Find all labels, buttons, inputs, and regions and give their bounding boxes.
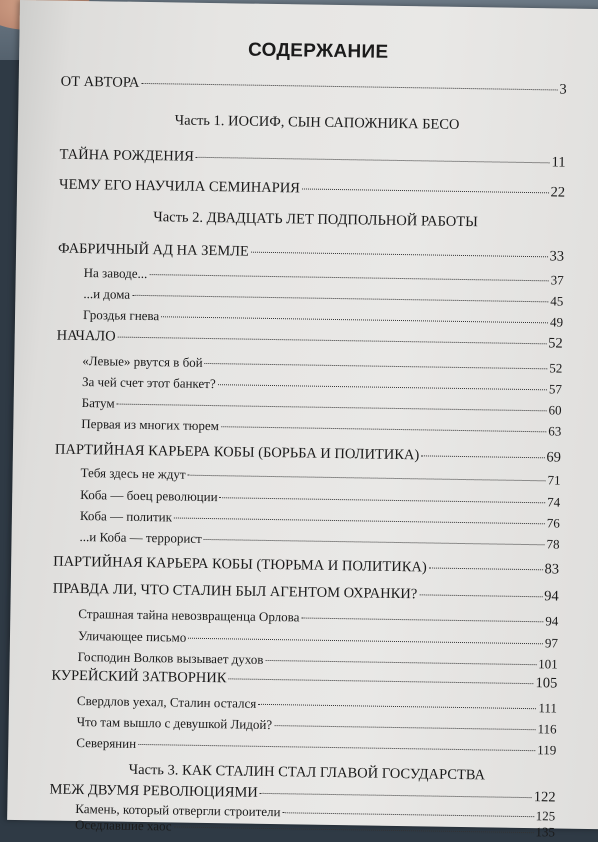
toc-entry bbox=[77, 693, 557, 717]
toc-entry bbox=[84, 265, 564, 289]
toc-entry-label: ПРАВДА ЛИ, ЧТО СТАЛИН БЫЛ АГЕНТОМ ОХРАНКИ? bbox=[52, 580, 418, 603]
toc-entry-page: 94 bbox=[544, 588, 559, 605]
toc-entry bbox=[61, 74, 567, 99]
page-title: СОДЕРЖАНИЕ bbox=[247, 39, 389, 63]
toc-entry-label: ПАРТИЙНАЯ КАРЬЕРА КОБЫ (ТЮРЬМА И ПОЛИТИКА) bbox=[53, 553, 427, 576]
toc-entry-label: Свердлов уехал, Сталин остался bbox=[76, 692, 257, 711]
toc-entry-label: НАЧАЛО bbox=[56, 327, 116, 345]
toc-entry-page: 11 bbox=[551, 154, 566, 171]
toc-entry-label: Страшная тайна невозвращенца Орлова bbox=[78, 605, 300, 625]
toc-entry-page: 105 bbox=[535, 675, 558, 692]
toc-entry-label: Первая из многих тюрем bbox=[81, 416, 220, 434]
toc-entry-page: 45 bbox=[550, 293, 564, 309]
toc-entry-page: 78 bbox=[546, 536, 560, 552]
toc-entry-label: ...и Коба — террорист bbox=[79, 529, 202, 546]
toc-entry-label: Уличающее письмо bbox=[77, 627, 187, 645]
toc-entry bbox=[79, 529, 559, 553]
toc-entry-label: Господин Волков вызывает духов bbox=[77, 648, 264, 667]
toc-entry-page: 94 bbox=[545, 613, 559, 629]
toc-entry-page: 63 bbox=[548, 423, 562, 439]
toc-entry bbox=[82, 395, 562, 419]
toc-entry-label: Коба — политик bbox=[79, 508, 173, 525]
toc-entry bbox=[78, 628, 558, 652]
toc-entry-page: 52 bbox=[549, 360, 563, 376]
toc-entry-label: На заводе... bbox=[83, 265, 148, 282]
toc-entry bbox=[83, 307, 563, 331]
toc-entry-page: 71 bbox=[547, 472, 561, 488]
toc-entry-label: ТАЙНА РОЖДЕНИЯ bbox=[59, 146, 195, 165]
toc-entry bbox=[59, 147, 565, 172]
toc-entry-label: ПАРТИЙНАЯ КАРЬЕРА КОБЫ (БОРЬБА И ПОЛИТИКА) bbox=[54, 441, 420, 464]
toc-entry bbox=[80, 465, 560, 489]
toc-entry-label: МЕЖ ДВУМЯ РЕВОЛЮЦИЯМИ bbox=[49, 781, 258, 801]
toc-entry bbox=[57, 328, 563, 353]
toc-entry-label: Оседлавшие хаос bbox=[74, 816, 172, 834]
toc-entry bbox=[82, 353, 562, 377]
toc-entry-label: Камень, который отвергли строители bbox=[75, 800, 281, 820]
toc-entry-page: 22 bbox=[550, 184, 566, 201]
toc-entry-label: КУРЕЙСКИЙ ЗАТВОРНИК bbox=[51, 667, 227, 687]
toc-entry-page: 119 bbox=[537, 742, 557, 758]
toc-entry bbox=[78, 606, 558, 630]
toc-entry bbox=[82, 374, 562, 398]
toc-entry-page: 52 bbox=[548, 335, 563, 352]
toc-entry bbox=[83, 286, 563, 310]
toc-entry bbox=[80, 487, 560, 511]
toc-entry-label: Батум bbox=[81, 395, 115, 411]
toc-entry-label: «Левые» рвутся в бой bbox=[82, 353, 203, 370]
toc-entry-page: 125 bbox=[535, 808, 556, 824]
toc-entry-label: ЧЕМУ ЕГО НАУЧИЛА СЕМИНАРИЯ bbox=[58, 176, 301, 197]
toc-entry-label: ОТ АВТОРА bbox=[60, 73, 140, 91]
part-heading: Часть 2. ДВАДЦАТЬ ЛЕТ ПОДПОЛЬНОЙ РАБОТЫ bbox=[153, 209, 478, 231]
toc-entry-page: 83 bbox=[544, 561, 560, 578]
part-heading: Часть 3. КАК СТАЛИН СТАЛ ГЛАВОЙ ГОСУДАРСТВА bbox=[128, 761, 486, 784]
toc-entry bbox=[53, 581, 559, 606]
toc-entry-page: 74 bbox=[547, 494, 561, 510]
toc-entry-page: 135 bbox=[535, 824, 556, 840]
toc-entry-label: Коба — боец революции bbox=[80, 487, 218, 505]
part-heading: Часть 1. ИОСИФ, СЫН САПОЖНИКА БЕСО bbox=[174, 112, 460, 133]
toc-entry bbox=[53, 554, 559, 579]
toc-entry bbox=[76, 735, 556, 759]
toc-entry-page: 60 bbox=[548, 402, 562, 418]
toc-entry-page: 37 bbox=[550, 272, 564, 288]
toc-entry-page: 116 bbox=[537, 721, 557, 737]
toc-entry-label: За чей счет этот банкет? bbox=[81, 374, 216, 392]
toc-entry-label: ФАБРИЧНЫЙ АД НА ЗЕМЛЕ bbox=[57, 240, 249, 260]
toc-entry bbox=[55, 442, 561, 467]
toc-entry-label: Гроздья гнева bbox=[82, 307, 160, 324]
toc-entry bbox=[81, 416, 561, 440]
toc-entry-page: 111 bbox=[538, 700, 558, 716]
toc-entry bbox=[77, 714, 557, 738]
toc-entry-page: 69 bbox=[546, 449, 562, 466]
toc-entry-page: 3 bbox=[559, 81, 567, 98]
toc-entry bbox=[80, 508, 560, 532]
toc-entry-page: 57 bbox=[548, 381, 563, 397]
toc-entry-page: 33 bbox=[549, 248, 565, 265]
toc-entry-page: 122 bbox=[533, 789, 556, 806]
toc-entry-label: Северянин bbox=[76, 734, 137, 751]
toc-entry bbox=[58, 241, 564, 266]
book-page bbox=[7, 0, 598, 840]
toc-entry-page: 97 bbox=[544, 635, 559, 651]
toc-entry-page: 101 bbox=[538, 656, 558, 672]
toc-entry-label: ...и дома bbox=[83, 286, 131, 302]
toc-entry-label: Что там вышло с девушкой Лидой? bbox=[76, 713, 273, 733]
toc-entry-page: 49 bbox=[549, 314, 564, 330]
toc-entry-label: Тебя здесь не ждут bbox=[80, 465, 186, 482]
toc-entry-page: 76 bbox=[546, 515, 560, 531]
toc-entry bbox=[59, 177, 565, 202]
